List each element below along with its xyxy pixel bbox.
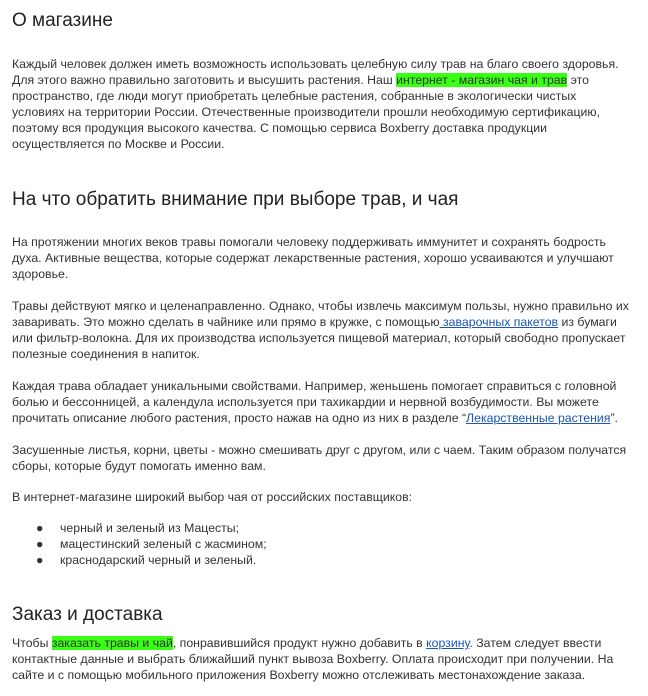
about-paragraph bbox=[12, 56, 632, 152]
choose-paragraph-5: В интернет-магазине широкий выбор чая от российских поставщиков: bbox=[12, 490, 413, 504]
list-item-text: краснодарский черный и зеленый. bbox=[60, 553, 257, 567]
highlighted-order-phrase: заказать травы и чай bbox=[51, 636, 173, 650]
paragraph-text: Каждая трава обладает уникальными свойствами. Например, женьшень помогает справиться с головной болью и бессонницей, а календула используется при тахикардии и нервной возбудимости. Вы можете прочитать описание любого растения, просто нажав на одно из них в разделе “ bbox=[12, 379, 617, 425]
about-text-end: это пространство, где люди могут приобретать целебные растения, собранные в экологически чистых условиях на территории России. Отечественные производители прошли необходимую сертификацию, поэтому вся продукция высокого качества. С помощью сервиса Boxberry доставка продукции осуществляется по Москве и России. bbox=[12, 73, 601, 151]
order-paragraph bbox=[12, 635, 632, 683]
list-item bbox=[12, 520, 267, 536]
tea-bags-link[interactable]: заварочных пакетов bbox=[439, 315, 559, 329]
about-text-start: Каждый человек должен иметь возможность использовать целебную силу трав на благо своего здоровья. Для этого важно правильно заготовить и высушить растения. Наш bbox=[12, 57, 619, 87]
choose-paragraph-2 bbox=[12, 298, 632, 362]
paragraph-text: из бумаги или фильтр-волокна. Для их производства используется пищевой материал, который свободно пропускает полезные соединения в напиток. bbox=[12, 315, 626, 361]
paragraph-text: . Затем следует ввести контактные данные и выбрать ближайший пункт вывоза Boxberry. Оплата происходит при получении. На сайте и с помощью мобильного приложения Boxberry можно отслеживать местонахождение заказа. bbox=[12, 636, 614, 682]
section-heading-order: Заказ и доставка bbox=[12, 604, 163, 625]
paragraph-text: , понравившийся продукт нужно добавить в bbox=[172, 636, 427, 650]
section-heading-about: О магазине bbox=[12, 10, 113, 31]
highlighted-store-phrase: интернет - магазин чая и трав bbox=[396, 73, 568, 87]
tea-suppliers-list bbox=[12, 520, 267, 568]
cart-link[interactable]: корзину bbox=[426, 636, 470, 650]
section-heading-choose: На что обратить внимание при выборе трав, и чая bbox=[12, 189, 459, 210]
paragraph-text: ”. bbox=[610, 411, 618, 425]
paragraph-text: Чтобы bbox=[12, 636, 52, 650]
list-item bbox=[12, 536, 267, 552]
bullet-icon: ● bbox=[36, 553, 44, 567]
list-item-text: черный и зеленый из Мацесты; bbox=[60, 521, 240, 535]
choose-paragraph-1: На протяжении многих веков травы помогали человеку поддерживать иммунитет и сохранять бодрость духа. Активные вещества, которые содержат лекарственные растения, хорошо усваиваются и улучшают здоровье. bbox=[12, 235, 614, 281]
medicinal-plants-link[interactable]: Лекарственные растения bbox=[466, 411, 611, 425]
list-item bbox=[12, 552, 267, 568]
bullet-icon: ● bbox=[36, 537, 44, 551]
paragraph-text: Травы действуют мягко и целенаправленно. Однако, чтобы извлечь максимум пользы, нужно правильно их заваривать. Это можно сделать в чайнике или прямо в кружке, с помощью bbox=[12, 299, 629, 329]
bullet-icon: ● bbox=[36, 521, 44, 535]
choose-paragraph-3 bbox=[12, 378, 632, 426]
list-item-text: мацестинский зеленый с жасмином; bbox=[60, 537, 267, 551]
choose-paragraph-4: Засушенные листья, корни, цветы - можно смешивать друг с другом, или с чаем. Таким образом получатся сборы, которые будут помогать именно вам. bbox=[12, 443, 627, 473]
